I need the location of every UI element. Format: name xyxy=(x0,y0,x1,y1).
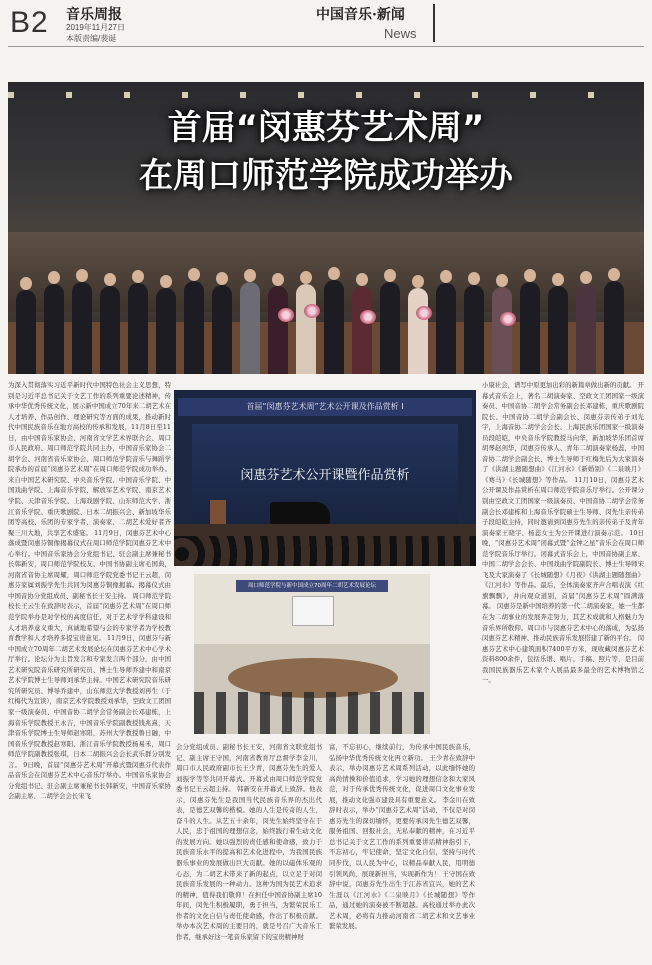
flower-bouquet xyxy=(416,306,432,320)
person-figure xyxy=(492,287,512,374)
person-figure xyxy=(296,284,316,374)
person-figure xyxy=(436,283,456,374)
article-column-right: 小康社会，谱写中原更加出彩的新篇章做出新的贡献。 开幕式音乐会上，著名二胡演奏家、空政文工团国家一级演奏员、中国音协二胡学会常务副会长邓建栋，重庆歌剧院院长、中国音协二胡学会副会长、闵惠芬亲传弟子刘光宇，上海音协二胡学会会长、上海民族乐团国家一级演奏员段皑皑，中央音乐学院教授马向华，新加坡华乐团首席胡琴赵剑华，闵惠芬传承人、青年二胡演奏家杨蕊，中国音协二胡学会副会长、博士生导师于红梅先后为大家演奏了《洪湖主题随想曲》《江河水》《新婚别》《二泉映月》《赛马》《长城随想》等作品。 11月10日，闵惠芬艺术公开课及作品赏析在周口师范学院音乐厅举行。公开课分别由空政文工团国家一级演奏员、中国音协二胡学会常务副会长邓建栋和上海音乐学院硕士生导师、闵先生亲传弟子段皑皑主持，同时邀请到闵惠芬先生的亲传弟子及青年演奏家王晓宇、杨蕊女士为公开课进行演奏示范。 10日晚，“闵惠芬艺术周”闭幕式暨“金钟之星”音乐会在周口师范学院音乐厅举行。闭幕式音乐会上，中国音协副主席、中国二胡学会会长、中国戏曲学院副院长、博士生导师宋飞及大家演奏了《长城随想》《月夜》《洪湖主题随想曲》《江河水》等作品。最后，全体演奏家齐声合唱表演《红旗飘飘》，并向观众道别，首届“闵惠芬艺术周”圆满落幕。 闵惠芬是新中国培养的第一代二胡演奏家，她一生都在为二胡事业的发展奔走努力，其艺术成就和人格魅力为音乐界所敬仰。周口市与闵惠芬艺术中心的落成，为弘扬闵惠芬艺术精神、推动民族音乐发展搭建了新的平台。 闵惠芬艺术中心建筑面积7400平方米，现收藏闵惠芬艺术资料800余件，包括乐谱、唱片、手稿、照片等，是目前我国民族器乐艺术家个人展品最多最全的艺术博物馆之一。 xyxy=(482,381,644,685)
concert-banner: 首届“闵惠芬艺术周”艺术公开课及作品赏析 I xyxy=(178,398,472,416)
stage-lights xyxy=(8,92,644,98)
flower-bouquet xyxy=(500,312,516,326)
issue-date: 2019年11月27日 xyxy=(66,23,125,32)
paper-name: 音乐周报 xyxy=(66,7,122,23)
person-figure xyxy=(212,285,232,374)
screen-title: 闵惠芬艺术公开课暨作品赏析 xyxy=(240,468,410,483)
header-divider xyxy=(433,4,435,42)
person-figure xyxy=(240,282,260,374)
group-photo-crowd xyxy=(8,252,644,374)
person-figure xyxy=(408,288,428,374)
seminar-chairs xyxy=(194,692,430,734)
person-figure xyxy=(604,281,624,374)
headline-line-1: 首届“闵惠芬艺术周” xyxy=(167,108,485,148)
headline-line-2: 在周口师范学院成功举办 xyxy=(139,156,513,196)
person-figure xyxy=(380,282,400,374)
grand-piano xyxy=(270,502,330,524)
person-figure xyxy=(184,281,204,374)
editor-credit: 本版责编/裴诞 xyxy=(66,34,117,43)
podium xyxy=(210,500,226,524)
flower-bouquet xyxy=(278,308,294,322)
person-figure xyxy=(548,286,568,374)
person-figure xyxy=(324,280,344,374)
person-figure xyxy=(464,285,484,374)
person-figure xyxy=(576,284,596,374)
article-column-left: 为深入贯彻落实习近平新时代中国特色社会主义思想，特别是习近平总书记关于文艺工作的系列重要论述精神，传承中华优秀传统文化，展示新中国成立70年来二胡艺术在人才培养、作品创作、理论研究等方面的成果，推动新时代中国民族音乐在地方高校的传承和发展，11月8日至11日，由中国音乐家协会、河南省文学艺术界联合会、周口市人民政府、周口师范学院共同主办，中国音乐家协会二胡学会、河南省音乐家协会、周口师范学院音乐与舞蹈学院承办的首届“闵惠芬艺术周”在周口师范学院成功举办。来自中国艺术研究院、中央音乐学院、中国音乐学院、中国戏曲学院、上海音乐学院、解放军艺术学院、南京艺术学院、天津音乐学院、上海戏剧学院、山东师范大学、浙江音乐学院、重庆歌剧院、日本二胡振兴会、新加坡华乐团等高校、乐团的专家学者、演奏家、二胡艺术爱好者齐聚三川大地，共享艺术盛宴。 11月9日，闵惠芬艺术中心落成暨闵惠芬铜像揭幕仪式在周口师范学院闵惠芬艺术中心举行。中国音乐家协会分党组书记、驻会副主席兼秘书长韩新安，周口师范学院校友、中国书协副主席毛国典，河南省音协主席周耀，周口师范学院党委书记王云超，闵惠芬家属刘振学先生共同为闵惠芬铜像揭幕。揭幕仪式由中国音协分党组成员、副秘书长王安主持。 周口师范学院校长王云生在致辞时表示，首届“闵惠芬艺术周”在周口师范学院举办是对学校的高度信任，对于艺术学学科建设和人才培养意义重大，真诚地希望与会的专家学者为学校教育教学和人才培养多提宝贵意见。 11月9日，闵惠芬与新中国成立70周年二胡艺术发展论坛在闵惠芬艺术中心学术厅举行。论坛分为主旨发言和专家发言两个部分，由中国艺术研究院音乐研究所研究员、博士生导师乔建中和南京艺术学院博士生导师刘承华主持。中国艺术研究院音乐研究所研究员、博导乔建中，山东师范大学教授刘再生（于红梅代为宣读），南京艺术学院教授刘承华，空政文工团国家一级演奏员、中国音协二胡学会常务副会长邓建栋，上海音乐学院教授王永吉，中国音乐学院副教授钱兆熹，天津音乐学院博士生导师赵寒阳，苏州大学教授鲁日融，中国音乐学院教授赵寒阳、浙江音乐学院教授杨易禾，周口师范学院副教授张琪，日本二胡振兴会会长武乐群分别发言。 9日晚，首届“闵惠芬艺术周”开幕式暨闵惠芬代表作品音乐会在闵惠芬艺术中心音乐厅举办。中国音乐家协会分党组书记、驻会副主席兼秘书长韩新安，中国音乐家协会副主席、二胡学会会长宋飞 xyxy=(8,381,171,801)
concert-photo xyxy=(174,390,476,566)
section-brand: 中国音乐·新闻 xyxy=(316,7,405,23)
audience xyxy=(174,536,476,566)
flower-bouquet xyxy=(360,310,376,324)
seminar-screen xyxy=(292,596,334,626)
person-figure xyxy=(520,282,540,374)
section-english: News xyxy=(384,26,417,41)
flower-bouquet xyxy=(304,304,320,318)
seminar-banner: 周口师范学院与新中国成立70周年二胡艺术发展论坛 xyxy=(236,580,388,592)
person-figure xyxy=(352,286,372,374)
hero-photo xyxy=(8,82,644,374)
person-figure xyxy=(16,290,36,374)
article-column-middle-1: 会分党组成员、副秘书长王安，河南省文联党组书记、副主席王守国，河南省教育厅总督学李金川，周口市人民政府副市长王少青，闵惠芬先生的爱人刘振学等等共同开幕式。开幕式由周口师范学院党委书记王云超主持。 韩新安在开幕式上致辞。他表示，闵惠芬先生是我国当代民族音乐界的杰出代表，是德艺双馨的楷模。她的人生是传奇的人生，奋斗的人生。从艺五十余年，闵先生始终坚守在于人民，忠于祖国的理想信念，始终践行着生动文化的发展方向。她以强烈的责任感和使命感，致力于民族音乐水平的提高和艺术化进程中，为我国民族器乐事业的发展做出巨大贡献。她的以磁体乐观的心态，为二胡艺术带来了新的起点，以立足于对闵民族音乐发展的一种动力。这种为国为民艺术追求的精神，值得我们敬仰！在担任中国音协副主席10年间，闵先生积极履职，勇于担当，为繁荣民乐工作者的文化自信与责任使命感，作出了积极贡献。举办本次艺术周的主要目的，就是号召广大音乐工作者，继承好这一笔音乐家留下的宝贵精神财 xyxy=(176,743,322,941)
page-number: B2 xyxy=(10,6,49,39)
seminar-photo xyxy=(194,574,430,734)
person-figure xyxy=(72,282,92,374)
person-figure xyxy=(156,288,176,374)
page-header xyxy=(0,0,652,50)
person-figure xyxy=(128,283,148,374)
person-figure xyxy=(268,286,288,374)
person-figure xyxy=(100,286,120,374)
header-rule xyxy=(8,46,644,47)
article-column-middle-2: 富，不忘初心，继续前行，为传承中国民族音乐，弘扬中华优秀传统文化再立新功。 王少青在致辞中表示，举办闵惠芬艺术周系列活动，以此缅怀她的高尚情操和价值追求，学习她的理想信念和大家风范，对于传承优秀传统文化，促进周口文化事业发展，推动文化强市建设具有重要意义。 李金川在致辞时表示，举办“闵惠芬艺术周”活动，不仅是对闵惠芬先生的深切缅怀，更要传承闵先生德艺双馨，服务祖国、回报社会，无私奉献的精神，在习近平总书记关于文艺工作的系列重要讲话精神指引下，不忘初心，牢记使命，坚定文化自信，坚持与时代同步伐，以人民为中心，以精品奉献人民，用明德引领风尚，展现新担当，实现新作为！ 王守国在致辞中说，闵惠芬先生出生于江苏省宜兴，她的艺术生涯以《江河水》《二泉映月》《长城随想》等作品，通过她的演奏被不断超越。高校通过举办此次艺术周，必将有力推动河南省二胡艺术和文艺事业繁荣发展。 xyxy=(329,743,475,931)
person-figure xyxy=(44,284,64,374)
